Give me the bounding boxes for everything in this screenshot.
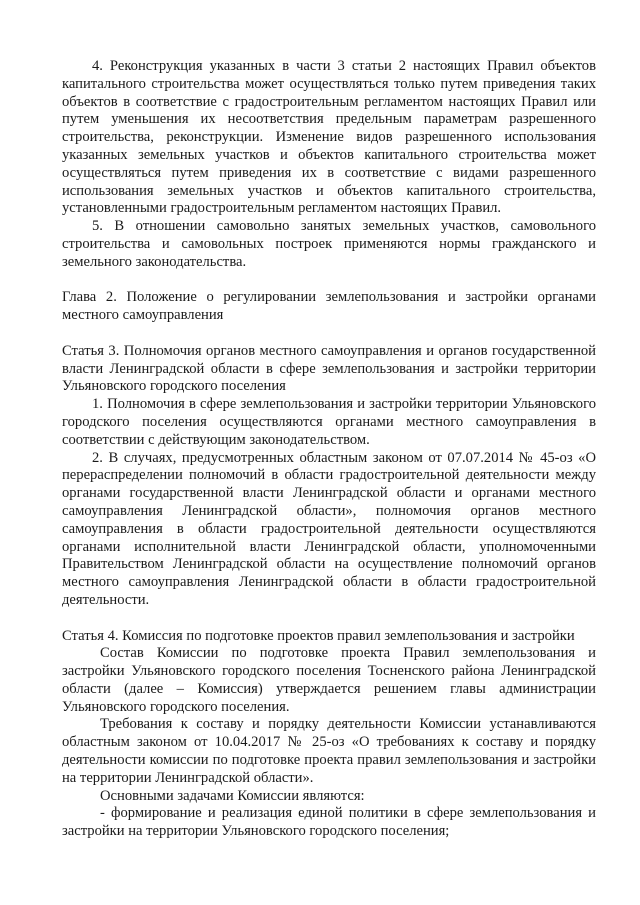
paragraph-unauthorized-plots: 5. В отношении самовольно занятых земельных участков, самовольного строительства и самовольных построек применяются нормы гражданского и земельного законодательства. bbox=[62, 218, 596, 270]
article-4-paragraph-2: Требования к составу и порядку деятельности Комиссии устанавливаются областным законом от 10.04.2017 № 25-оз «О требованиях к составу и порядку деятельности комиссии по подготовке проекта правил землепользования и застройки на территории Ленинградской области». bbox=[62, 716, 596, 786]
article-3-heading: Статья 3. Полномочия органов местного самоуправления и органов государственной власти Ленинградской области в сфере землепользования и застройки территории Ульяновского городского поселения bbox=[62, 342, 596, 395]
spacer bbox=[62, 272, 596, 290]
chapter-2-heading: Глава 2. Положение о регулировании землепользования и застройки органами местного самоуправления bbox=[62, 289, 596, 324]
article-4-paragraph-4: - формирование и реализация единой политики в сфере землепользования и застройки на территории Ульяновского городского поселения; bbox=[62, 805, 596, 840]
article-3-paragraph-2: 2. В случаях, предусмотренных областным законом от 07.07.2014 № 45-оз «О перераспределении полномочий в области градостроительной деятельности между органами государственной власти Ленинградской области и органами местного самоуправления Ленинградской области», полномочия органов местного самоуправления в области градостроительной деятельности осуществляются органами исполнительной власти Ленинградской области, уполномоченными Правительством Ленинградской области на осуществление полномочий органов местного самоуправления Ленинградской области в области градостроительной деятельности. bbox=[62, 449, 596, 608]
article-3-paragraph-1: 1. Полномочия в сфере землепользования и застройки территории Ульяновского городского поселения осуществляются органами местного самоуправления в соответствии с действующим законодательством. bbox=[62, 396, 596, 448]
article-4-heading: Статья 4. Комиссия по подготовке проектов правил землепользования и застройки bbox=[62, 627, 575, 644]
article-4-paragraph-3: Основными задачами Комиссии являются: bbox=[100, 787, 365, 804]
spacer bbox=[62, 325, 596, 343]
paragraph-reconstruction: 4. Реконструкция указанных в части 3 статьи 2 настоящих Правил объектов капитального строительства может осуществляться только путем приведения таких объектов в соответствие с градостроительным регламентом настоящих Правил или путем уменьшения их несоответствия предельным параметрам разрешенного строительства, реконструкции. Изменение видов разрешенного использования указанных земельных участков и объектов капитального строительства может осуществляться путем приведения их в соответствие с видами разрешенного использования земельных участков и объектов капитального строительства, установленными градостроительным регламентом настоящих Правил. bbox=[62, 58, 596, 217]
spacer bbox=[62, 610, 596, 628]
article-4-paragraph-1: Состав Комиссии по подготовке проекта Правил землепользования и застройки Ульяновского городского поселения Тосненского района Ленинградской области (далее – Комиссия) утверждается решением главы администрации Ульяновского городского поселения. bbox=[62, 645, 596, 715]
